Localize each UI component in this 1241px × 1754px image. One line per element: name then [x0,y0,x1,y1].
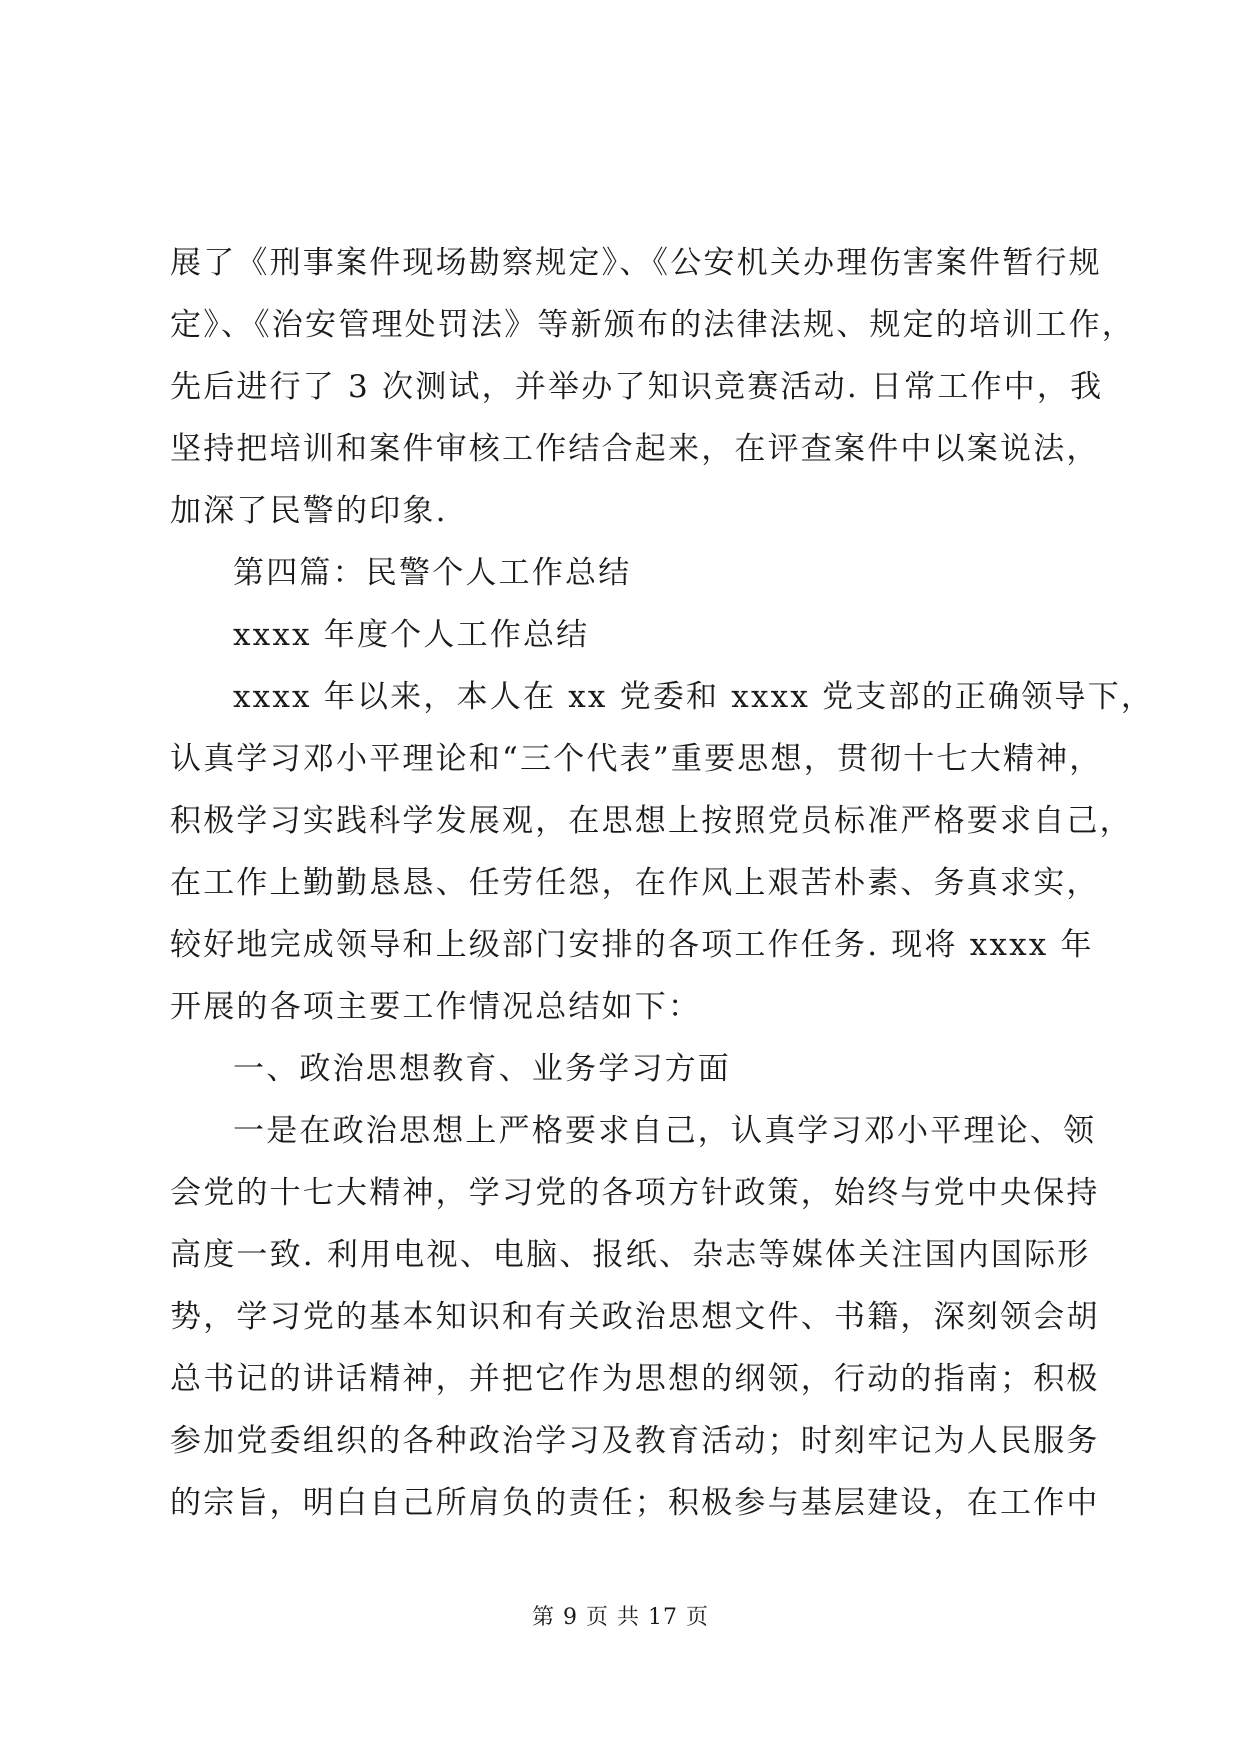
text-line: 势，学习党的基本知识和有关政治思想文件、书籍，深刻领会胡 [170,1299,1100,1335]
text-line: 定》、《治安管理处罚法》等新颁布的法律法规、规定的培训工作， [170,307,1135,343]
text-line: 展了《刑事案件现场勘察规定》、《公安机关办理伤害案件暂行规 [170,245,1102,281]
text-line: 一、政治思想教育、业务学习方面 [233,1051,731,1087]
text-line: 较好地完成领导和上级部门安排的各项工作任务. 现将 xxxx 年 [170,927,1094,963]
text-line: 一是在政治思想上严格要求自己，认真学习邓小平理论、领 [233,1113,1097,1149]
text-line: 在工作上勤勤恳恳、任劳任怨，在作风上艰苦朴素、务真求实， [170,865,1100,901]
document-body [170,232,1155,1534]
text-line: 总书记的讲话精神，并把它作为思想的纲领，行动的指南；积极 [170,1361,1100,1397]
text-line: 参加党委组织的各种政治学习及教育活动；时刻牢记为人民服务 [170,1423,1100,1459]
text-line: 加深了民警的印象. [170,493,448,529]
text-line: xxxx 年以来，本人在 xx 党委和 xxxx 党支部的正确领导下， [233,679,1155,715]
text-line: 先后进行了 3 次测试，并举办了知识竞赛活动. 日常工作中，我 [170,369,1104,405]
text-line: 会党的十七大精神，学习党的各项方针政策，始终与党中央保持 [170,1175,1100,1211]
text-line: 开展的各项主要工作情况总结如下： [170,989,702,1025]
text-line: 高度一致. 利用电视、电脑、报纸、杂志等媒体关注国内国际形 [170,1237,1091,1273]
text-line: 第四篇：民警个人工作总结 [233,555,632,591]
text-line: 认真学习邓小平理论和“三个代表”重要思想，贯彻十七大精神， [170,741,1103,777]
text-line: 坚持把培训和案件审核工作结合起来，在评查案件中以案说法， [170,431,1100,467]
text-line: xxxx 年度个人工作总结 [233,617,590,653]
page-footer: 第 9 页 共 17 页 [532,1605,709,1630]
text-line: 积极学习实践科学发展观，在思想上按照党员标准严格要求自己， [170,803,1133,839]
text-line: 的宗旨，明白自己所肩负的责任；积极参与基层建设，在工作中 [170,1485,1100,1521]
